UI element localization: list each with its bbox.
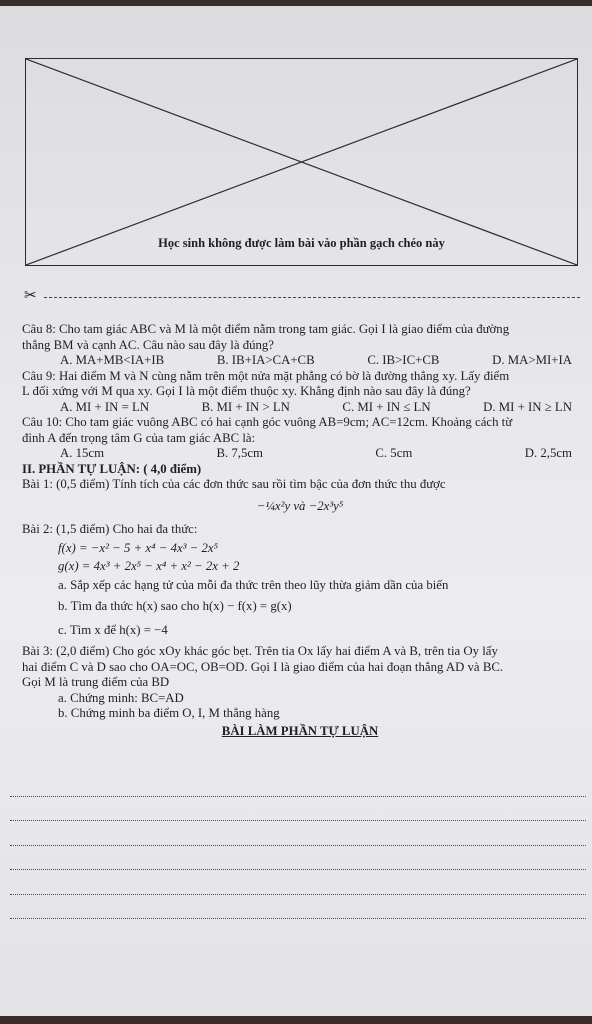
cross-hatch-lines — [26, 59, 577, 265]
q8-option-a: A. MA+MB<IA+IB — [60, 353, 165, 367]
q9-option-a: A. MI + IN = LN — [60, 399, 150, 414]
bai2-a: a. Sắp xếp các hạng tử của mỗi đa thức trên theo lũy thừa giảm dần của biến — [58, 577, 449, 592]
bai2-text: Bài 2: (1,5 điểm) Cho hai đa thức: — [22, 522, 198, 536]
q9-option-d: D. MI + IN ≥ LN — [483, 399, 572, 414]
answer-line[interactable] — [10, 772, 586, 797]
q8-stem-2: thẳng BM và cạnh AC. Câu nào sau đây là đúng? — [22, 337, 274, 352]
answer-section-title: BÀI LÀM PHẦN TỰ LUẬN — [221, 723, 379, 738]
q8-options — [22, 353, 578, 369]
bai3-line-1: Bài 3: (2,0 điểm) Cho góc xOy khác góc bẹt. Trên tia Ox lấy hai điểm A và B, trên tia Oy lấy — [22, 644, 498, 658]
bai3-line-2: hai điểm C và D sao cho OA=OC, OB=OD. Gọi I là giao điểm của hai đoạn thẳng AD và BC. — [22, 659, 504, 674]
cut-line — [24, 290, 580, 304]
bai3-b: b. Chứng minh ba điểm O, I, M thẳng hàng — [58, 706, 280, 720]
answer-line[interactable] — [10, 895, 586, 920]
answer-lines — [10, 772, 586, 919]
q8-stem-1: Câu 8: Cho tam giác ABC và M là một điểm nằm trong tam giác. Gọi I là giao điểm của đường — [22, 322, 510, 336]
q9-options — [22, 400, 578, 416]
q9-option-b: B. MI + IN > LN — [201, 399, 290, 414]
q8-option-b: B. IB+IA>CA+CB — [216, 353, 315, 367]
exam-content — [22, 322, 578, 739]
exam-paper — [0, 6, 592, 1016]
q9-stem-2: L đối xứng với M qua xy. Gọi I là một điểm thuộc xy. Khẳng định nào sau đây là đúng? — [22, 384, 471, 398]
bai1-expression: −¼x²y và −2x³y⁵ — [256, 498, 344, 513]
q10-stem-1: Câu 10: Cho tam giác vuông ABC có hai cạnh góc vuông AB=9cm; AC=12cm. Khoảng cách từ — [22, 415, 513, 429]
bai3-line-3: Gọi M là trung điểm của BD — [22, 675, 170, 689]
answer-line[interactable] — [10, 870, 586, 895]
scissors-icon: ✂ — [24, 288, 37, 304]
q10-option-a: A. 15cm — [60, 446, 105, 460]
q9-stem-1: Câu 9: Hai điểm M và N cùng nằm trên một nửa mặt phẳng có bờ là đường thẳng xy. Lấy điểm — [22, 368, 510, 383]
bai1-text: Bài 1: (0,5 điểm) Tính tích của các đơn thức sau rồi tìm bậc của đơn thức thu được — [22, 477, 446, 491]
q8-option-c: C. IB>IC+CB — [367, 353, 440, 367]
answer-line[interactable] — [10, 846, 586, 871]
answer-line[interactable] — [10, 797, 586, 822]
answer-line[interactable] — [10, 821, 586, 846]
q10-stem-2: đỉnh A đến trọng tâm G của tam giác ABC là: — [22, 430, 256, 445]
q10-option-b: B. 7,5cm — [216, 446, 264, 460]
dashed-line — [44, 297, 580, 298]
q10-option-c: C. 5cm — [375, 446, 413, 460]
no-write-box — [25, 58, 578, 266]
q10-option-d: D. 2,5cm — [524, 446, 572, 460]
q10-options — [22, 446, 578, 462]
bai2-g: g(x) = 4x³ + 2x⁵ − x⁴ + x² − 2x + 2 — [58, 559, 240, 573]
q9-option-c: C. MI + IN ≤ LN — [342, 399, 431, 414]
bai3-a: a. Chứng minh: BC=AD — [58, 690, 184, 705]
bai2-b: b. Tìm đa thức h(x) sao cho h(x) − f(x) = g(x) — [58, 599, 292, 613]
bai2-c: c. Tìm x để h(x) = −4 — [58, 622, 168, 637]
bai2-f: f(x) = −x² − 5 + x⁴ − 4x³ − 2x⁵ — [58, 540, 219, 555]
box-caption: Học sinh không được làm bài vào phần gạch chéo này — [158, 236, 445, 250]
essay-section-title: II. PHẦN TỰ LUẬN: ( 4,0 điểm) — [22, 461, 202, 476]
q8-option-d: D. MA>MI+IA — [492, 353, 572, 367]
